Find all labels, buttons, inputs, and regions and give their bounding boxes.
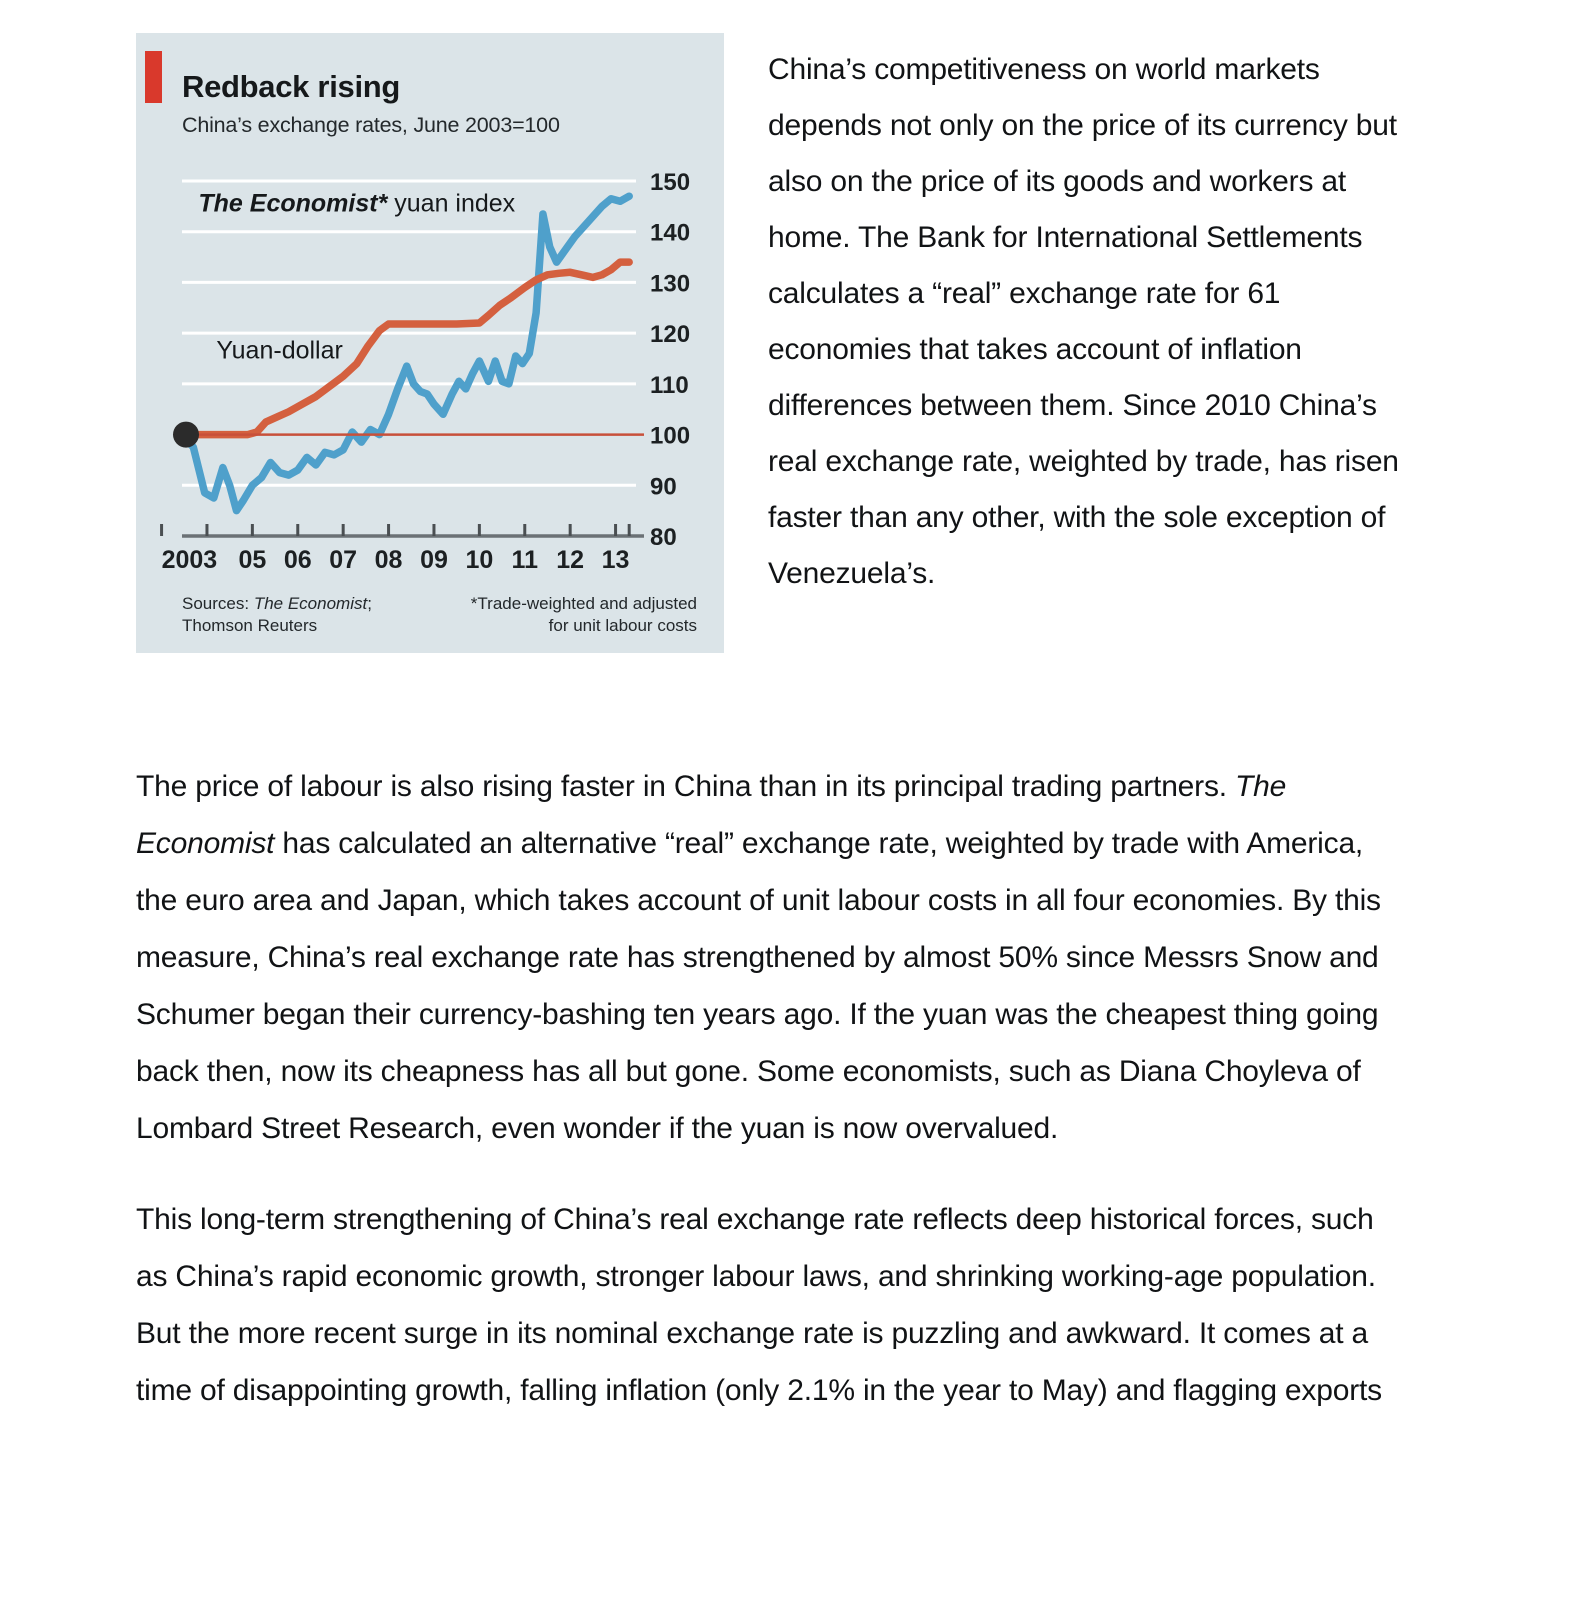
chart-sources-footer [182, 593, 697, 638]
footnote-line-2: for unit labour costs [548, 616, 697, 636]
sources-economist: The Economist [253, 594, 368, 613]
chart-footnote [437, 593, 697, 638]
intro-paragraph [768, 42, 1408, 602]
y-tick-label-120: 120 [650, 321, 691, 349]
line-chart-svg [136, 33, 724, 653]
body-p2-text: This long-term strengthening of China’s real exchange rate reflects deep historical forces, such as China’s rapid economic growth, stronger labour laws, and shrinking working-age population. But the more recent surge in its nominal exchange rate is puzzling and awkward. It comes at a time of disappointing growth, falling inflation (only 2.1% in the year to May) and flagging exports [136, 1203, 1382, 1407]
top-region [0, 0, 1576, 740]
start-marker-dot [173, 422, 199, 448]
body-paragraph-2 [136, 1191, 1398, 1419]
x-tick-label-2003: 2003 [161, 546, 218, 574]
x-tick-label-11: 11 [511, 546, 538, 574]
series-label-yuan-dollar: Yuan-dollar [216, 336, 343, 365]
y-tick-label-80: 80 [650, 524, 677, 551]
y-tick-label-90: 90 [650, 473, 677, 501]
x-tick-label-13: 13 [601, 546, 630, 574]
x-tick-label-09: 09 [420, 546, 448, 574]
x-tick-label-12: 12 [556, 546, 585, 574]
chart-plot-area [136, 33, 724, 653]
article-body [136, 758, 1398, 1419]
chart-figure-card [136, 33, 724, 653]
body-p1-b: has calculated an alternative “real” exchange rate, weighted by trade with America, the euro area and Japan, which takes account of unit labour costs in all four economies. By this measure, China’s real exchange rate has strengthened by almost 50% since Messrs Snow and Schumer began their currency-bashing ten years ago. If the yuan was the cheapest thing going back then, now its cheapness has all but gone. Some economists, such as Diana Choyleva of Lombard Street Research, even wonder if the yuan is now overvalued. [136, 827, 1381, 1145]
x-tick-label-10: 10 [465, 546, 494, 574]
x-tick-label-08: 08 [374, 546, 403, 574]
y-tick-label-130: 130 [650, 270, 691, 298]
intro-text: China’s competitiveness on world markets depends not only on the price of its currency but also on the price of its goods and workers at home. The Bank for International Settlements calculates a “real” exchange rate for 61 economies that takes account of inflation differences between them. Since 2010 China’s real exchange rate, weighted by trade, has risen faster than any other, with the sole exception of Venezuela’s. [768, 53, 1399, 590]
sources-label: Sources: [182, 594, 254, 613]
footnote-line-1: *Trade-weighted and adjusted [470, 594, 697, 613]
series-label-economist-yuan-index: The Economist* yuan index [198, 189, 516, 218]
y-tick-label-100: 100 [650, 422, 691, 450]
body-p1-a: The price of labour is also rising faster in China than in its principal trading partners. [136, 770, 1236, 803]
sources-thomson-reuters: Thomson Reuters [182, 616, 318, 636]
y-tick-label-110: 110 [650, 371, 689, 399]
chart-sources-left [182, 593, 432, 638]
y-tick-label-140: 140 [650, 219, 691, 247]
x-tick-label-06: 06 [283, 546, 312, 574]
chart-subtitle: China’s exchange rates, June 2003=100 [182, 113, 560, 137]
x-tick-label-05: 05 [238, 546, 267, 574]
sources-semicolon: ; [367, 594, 372, 613]
body-p1-economist: The Economist [136, 770, 1287, 860]
y-tick-label-150: 150 [650, 169, 691, 196]
body-paragraph-1 [136, 758, 1398, 1157]
chart-title: Redback rising [182, 69, 401, 104]
x-tick-label-07: 07 [329, 546, 358, 574]
